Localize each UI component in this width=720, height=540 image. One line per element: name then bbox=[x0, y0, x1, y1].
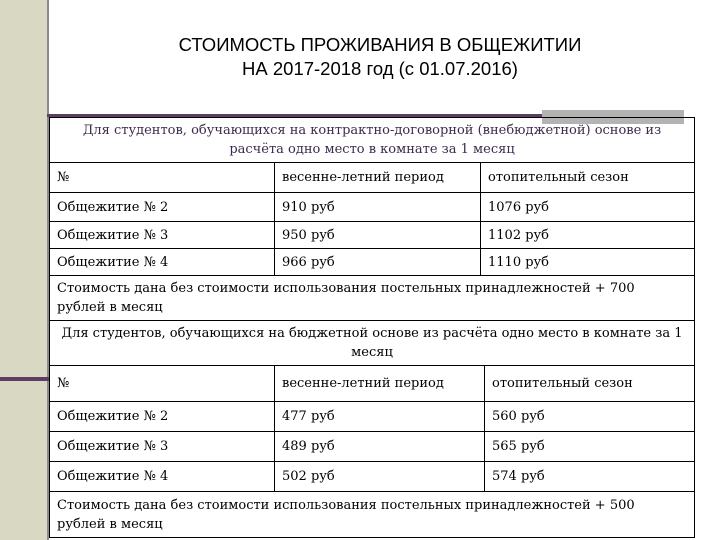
table-caption-row bbox=[50, 321, 695, 366]
decorative-left-accent bbox=[0, 377, 49, 381]
table-note-row bbox=[50, 276, 695, 321]
spring-summer-price: 950 руб bbox=[275, 222, 481, 249]
table-row bbox=[50, 193, 695, 222]
header-spring-summer: весенне-летний период bbox=[275, 163, 481, 193]
header-number: № bbox=[50, 366, 275, 402]
header-number: № bbox=[50, 163, 275, 193]
page-title bbox=[120, 33, 640, 81]
header-heating-season: отопительный сезон bbox=[481, 163, 695, 193]
title-line-2: НА 2017-2018 год (с 01.07.2016) bbox=[242, 58, 518, 79]
dorm-name: Общежитие № 4 bbox=[50, 462, 275, 492]
budget-note: Стоимость дана без стоимости использования постельных принадлежностей + 500 рублей в месяц bbox=[50, 492, 695, 538]
table-row bbox=[50, 249, 695, 276]
heating-price: 1110 руб bbox=[481, 249, 695, 276]
dorm-name: Общежитие № 4 bbox=[50, 249, 275, 276]
heating-price: 1102 руб bbox=[481, 222, 695, 249]
contract-note: Стоимость дана без стоимости использования постельных принадлежностей + 700 рублей в месяц bbox=[50, 276, 695, 321]
table-row bbox=[50, 402, 695, 432]
spring-summer-price: 910 руб bbox=[275, 193, 481, 222]
dorm-name: Общежитие № 3 bbox=[50, 222, 275, 249]
spring-summer-price: 502 руб bbox=[275, 462, 485, 492]
table-row bbox=[50, 432, 695, 462]
spring-summer-price: 966 руб bbox=[275, 249, 481, 276]
table-caption-row bbox=[50, 118, 695, 163]
left-decorative-bar bbox=[0, 0, 47, 540]
table-note-row bbox=[50, 492, 695, 538]
dorm-name: Общежитие № 2 bbox=[50, 402, 275, 432]
title-line-1: СТОИМОСТЬ ПРОЖИВАНИЯ В ОБЩЕЖИТИИ bbox=[178, 34, 582, 55]
heating-price: 1076 руб bbox=[481, 193, 695, 222]
contract-caption: Для студентов, обучающихся на контрактно-договорной (внебюджетной) основе из расчёта одно место в комнате за 1 месяц bbox=[50, 118, 695, 163]
contract-price-table bbox=[49, 117, 695, 321]
heating-price: 560 руб bbox=[485, 402, 695, 432]
dorm-name: Общежитие № 3 bbox=[50, 432, 275, 462]
heating-price: 565 руб bbox=[485, 432, 695, 462]
spring-summer-price: 477 руб bbox=[275, 402, 485, 432]
table-row bbox=[50, 222, 695, 249]
budget-caption: Для студентов, обучающихся на бюджетной основе из расчёта одно место в комнате за 1 месяц bbox=[50, 321, 695, 366]
header-heating-season: отопительный сезон bbox=[485, 366, 695, 402]
budget-price-table bbox=[49, 320, 695, 538]
table-header-row bbox=[50, 366, 695, 402]
spring-summer-price: 489 руб bbox=[275, 432, 485, 462]
table-row bbox=[50, 462, 695, 492]
dorm-name: Общежитие № 2 bbox=[50, 193, 275, 222]
table-header-row bbox=[50, 163, 695, 193]
heating-price: 574 руб bbox=[485, 462, 695, 492]
header-spring-summer: весенне-летний период bbox=[275, 366, 485, 402]
